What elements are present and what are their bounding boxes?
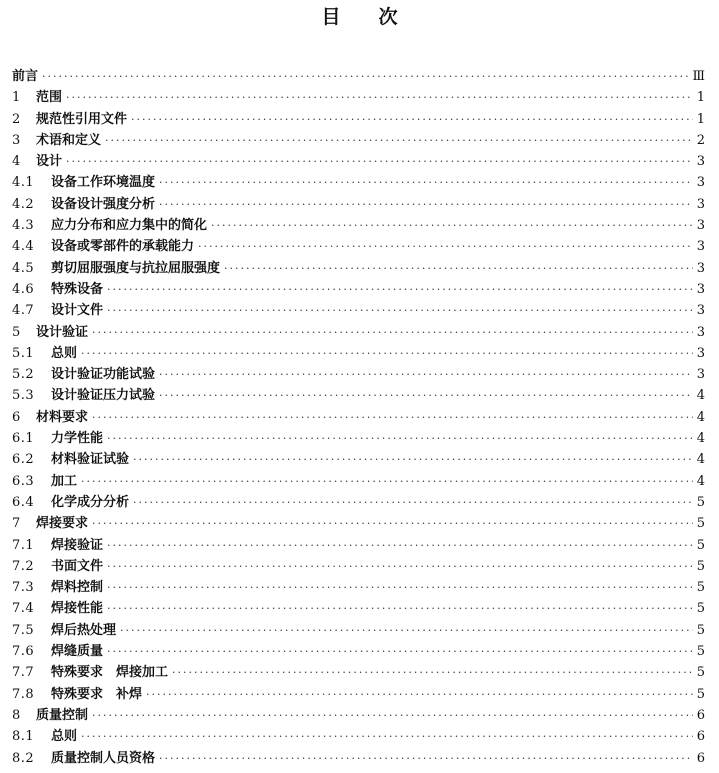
toc-entry-label: 书面文件 [51,558,104,574]
toc-entry-page: 3 [696,154,705,170]
toc-entry-number: 5.2 [12,367,35,383]
dot-leader [81,343,693,364]
toc-entry[interactable] [12,300,705,321]
table-of-contents [12,66,705,769]
toc-entry-label: 总则 [51,345,78,361]
toc-entry-number: 8.2 [12,750,35,766]
dot-leader [107,535,693,556]
toc-entry[interactable] [12,364,705,385]
toc-entry[interactable] [12,513,705,534]
toc-entry-number: 2 [12,111,21,127]
toc-entry-page: 3 [696,345,705,361]
dot-leader [107,556,693,577]
dot-leader [159,385,693,406]
toc-entry[interactable] [12,130,705,151]
dot-leader [107,641,693,662]
toc-entry-page: 6 [696,707,705,723]
toc-entry[interactable] [12,684,705,705]
toc-entry-page: 3 [696,239,705,255]
dot-leader [92,705,693,726]
toc-entry-label: 设计验证压力试验 [51,388,156,404]
toc-entry-number: 4 [12,154,21,170]
toc-entry-label: 焊接性能 [51,601,104,617]
dot-leader [42,66,688,87]
dot-leader [107,279,693,300]
toc-entry-label: 剪切屈服强度与抗拉屈服强度 [51,260,221,276]
dot-leader [92,407,693,428]
toc-entry[interactable] [12,109,705,130]
toc-entry[interactable] [12,471,705,492]
toc-entry-number: 5.1 [12,345,35,361]
toc-entry-number: 6.2 [12,452,35,468]
toc-entry-number: 4.6 [12,281,35,297]
toc-entry[interactable] [12,662,705,683]
toc-entry[interactable] [12,66,705,87]
toc-entry-page: 5 [696,516,705,532]
toc-entry-page: 2 [696,132,705,148]
dot-leader [133,449,693,470]
toc-entry[interactable] [12,598,705,619]
toc-entry[interactable] [12,258,705,279]
toc-entry-page: 3 [696,367,705,383]
toc-entry-page: 3 [696,196,705,212]
dot-leader [131,109,693,130]
toc-entry-number: 7.6 [12,644,35,660]
toc-entry-number: 7 [12,516,21,532]
dot-leader [107,577,693,598]
toc-entry[interactable] [12,279,705,300]
toc-entry-page: 6 [696,729,705,745]
toc-entry-page: 3 [696,260,705,276]
toc-entry[interactable] [12,748,705,769]
toc-entry-label: 特殊要求 补焊 [51,686,143,702]
toc-entry[interactable] [12,87,705,108]
toc-entry-label: 设备设计强度分析 [51,196,156,212]
toc-entry-number: 7.5 [12,622,35,638]
toc-entry[interactable] [12,385,705,406]
toc-entry-number: 7.2 [12,558,35,574]
dot-leader [159,172,693,193]
dot-leader [81,726,693,747]
dot-leader [107,428,693,449]
toc-entry-page: 3 [696,218,705,234]
toc-entry-number: 7.8 [12,686,35,702]
toc-entry-page: 4 [696,409,705,425]
toc-entry-number: 5.3 [12,388,35,404]
toc-entry-number: 3 [12,132,21,148]
toc-entry-label: 加工 [51,473,78,489]
toc-entry-number: 4.7 [12,303,35,319]
toc-entry[interactable] [12,705,705,726]
dot-leader [66,151,693,172]
dot-leader [92,322,693,343]
toc-entry-page: 4 [696,431,705,447]
dot-leader [172,662,693,683]
dot-leader [211,215,693,236]
toc-entry-page: 5 [696,558,705,574]
toc-entry-label: 特殊设备 [51,281,104,297]
toc-entry-label: 焊后热处理 [51,622,117,638]
toc-entry-label: 化学成分分析 [51,494,130,510]
toc-entry-label: 焊缝质量 [51,644,104,660]
toc-entry[interactable] [12,641,705,662]
toc-entry-number: 4.5 [12,260,35,276]
toc-entry[interactable] [12,556,705,577]
toc-entry-page: 3 [696,281,705,297]
toc-entry-number: 4.3 [12,218,35,234]
toc-entry-page: 3 [696,324,705,340]
toc-entry-number: 5 [12,324,21,340]
toc-entry[interactable] [12,236,705,257]
dot-leader [224,258,693,279]
toc-entry-label: 力学性能 [51,431,104,447]
toc-entry-page: 4 [696,473,705,489]
toc-entry-number: 7.4 [12,601,35,617]
toc-entry-label: 材料验证试验 [51,452,130,468]
toc-entry-label: 焊接要求 [36,516,89,532]
toc-entry[interactable] [12,449,705,470]
toc-entry-label: 设计 [36,154,63,170]
dot-leader [105,130,693,151]
dot-leader [133,492,693,513]
toc-entry[interactable] [12,577,705,598]
toc-entry-label: 设备工作环境温度 [51,175,156,191]
toc-entry-label: 术语和定义 [36,132,102,148]
toc-entry[interactable] [12,215,705,236]
toc-entry[interactable] [12,194,705,215]
toc-entry[interactable] [12,322,705,343]
toc-entry-page: Ⅲ [692,69,705,84]
toc-entry-number: 6 [12,409,21,425]
toc-entry-page: 5 [696,644,705,660]
toc-entry-number: 6.3 [12,473,35,489]
toc-entry-number: 8 [12,707,21,723]
dot-leader [198,236,693,257]
toc-entry-label: 范围 [36,90,63,106]
toc-entry-number: 6.1 [12,431,35,447]
toc-entry-number: 1 [12,90,21,106]
dot-leader [120,620,693,641]
toc-entry-page: 5 [696,622,705,638]
toc-entry-number: 4.1 [12,175,35,191]
toc-entry-label: 焊料控制 [51,580,104,596]
toc-entry-label: 设备或零部件的承载能力 [51,239,195,255]
toc-entry[interactable] [12,407,705,428]
toc-entry-page: 1 [696,90,705,106]
dot-leader [107,300,693,321]
toc-entry[interactable] [12,151,705,172]
toc-entry[interactable] [12,726,705,747]
toc-entry-number: 7.1 [12,537,35,553]
toc-entry[interactable] [12,428,705,449]
toc-entry-page: 3 [696,175,705,191]
dot-leader [159,194,693,215]
toc-entry-page: 5 [696,537,705,553]
dot-leader [92,513,693,534]
toc-entry-page: 5 [696,494,705,510]
toc-entry-label: 特殊要求 焊接加工 [51,665,169,681]
dot-leader [146,684,693,705]
toc-entry-label: 应力分布和应力集中的简化 [51,218,208,234]
toc-entry-page: 1 [696,111,705,127]
toc-entry-label: 总则 [51,729,78,745]
toc-entry[interactable] [12,343,705,364]
toc-entry-label: 设计文件 [51,303,104,319]
toc-entry[interactable] [12,172,705,193]
toc-entry[interactable] [12,620,705,641]
toc-entry-page: 5 [696,601,705,617]
dot-leader [159,364,693,385]
dot-leader [159,748,693,769]
toc-entry-page: 4 [696,452,705,468]
toc-entry-page: 5 [696,665,705,681]
toc-entry-page: 4 [696,388,705,404]
toc-entry-number: 6.4 [12,494,35,510]
toc-entry-label: 材料要求 [36,409,89,425]
toc-entry[interactable] [12,492,705,513]
toc-entry-number: 7.3 [12,580,35,596]
dot-leader [66,87,693,108]
toc-entry-label: 设计验证 [36,324,89,340]
dot-leader [107,598,693,619]
toc-entry-label: 规范性引用文件 [36,111,128,127]
toc-entry[interactable] [12,535,705,556]
dot-leader [81,471,693,492]
toc-entry-label: 焊接验证 [51,537,104,553]
toc-entry-number: 8.1 [12,729,35,745]
toc-entry-number: 7.7 [12,665,35,681]
toc-entry-number: 4.4 [12,239,35,255]
toc-entry-page: 6 [696,750,705,766]
toc-entry-label: 前言 [12,69,39,84]
toc-entry-label: 质量控制 [36,707,89,723]
toc-entry-page: 3 [696,303,705,319]
toc-entry-page: 5 [696,580,705,596]
toc-entry-number: 4.2 [12,196,35,212]
toc-entry-label: 设计验证功能试验 [51,367,156,383]
toc-entry-label: 质量控制人员资格 [51,750,156,766]
toc-entry-page: 5 [696,686,705,702]
page-title: 目次 [321,6,436,28]
